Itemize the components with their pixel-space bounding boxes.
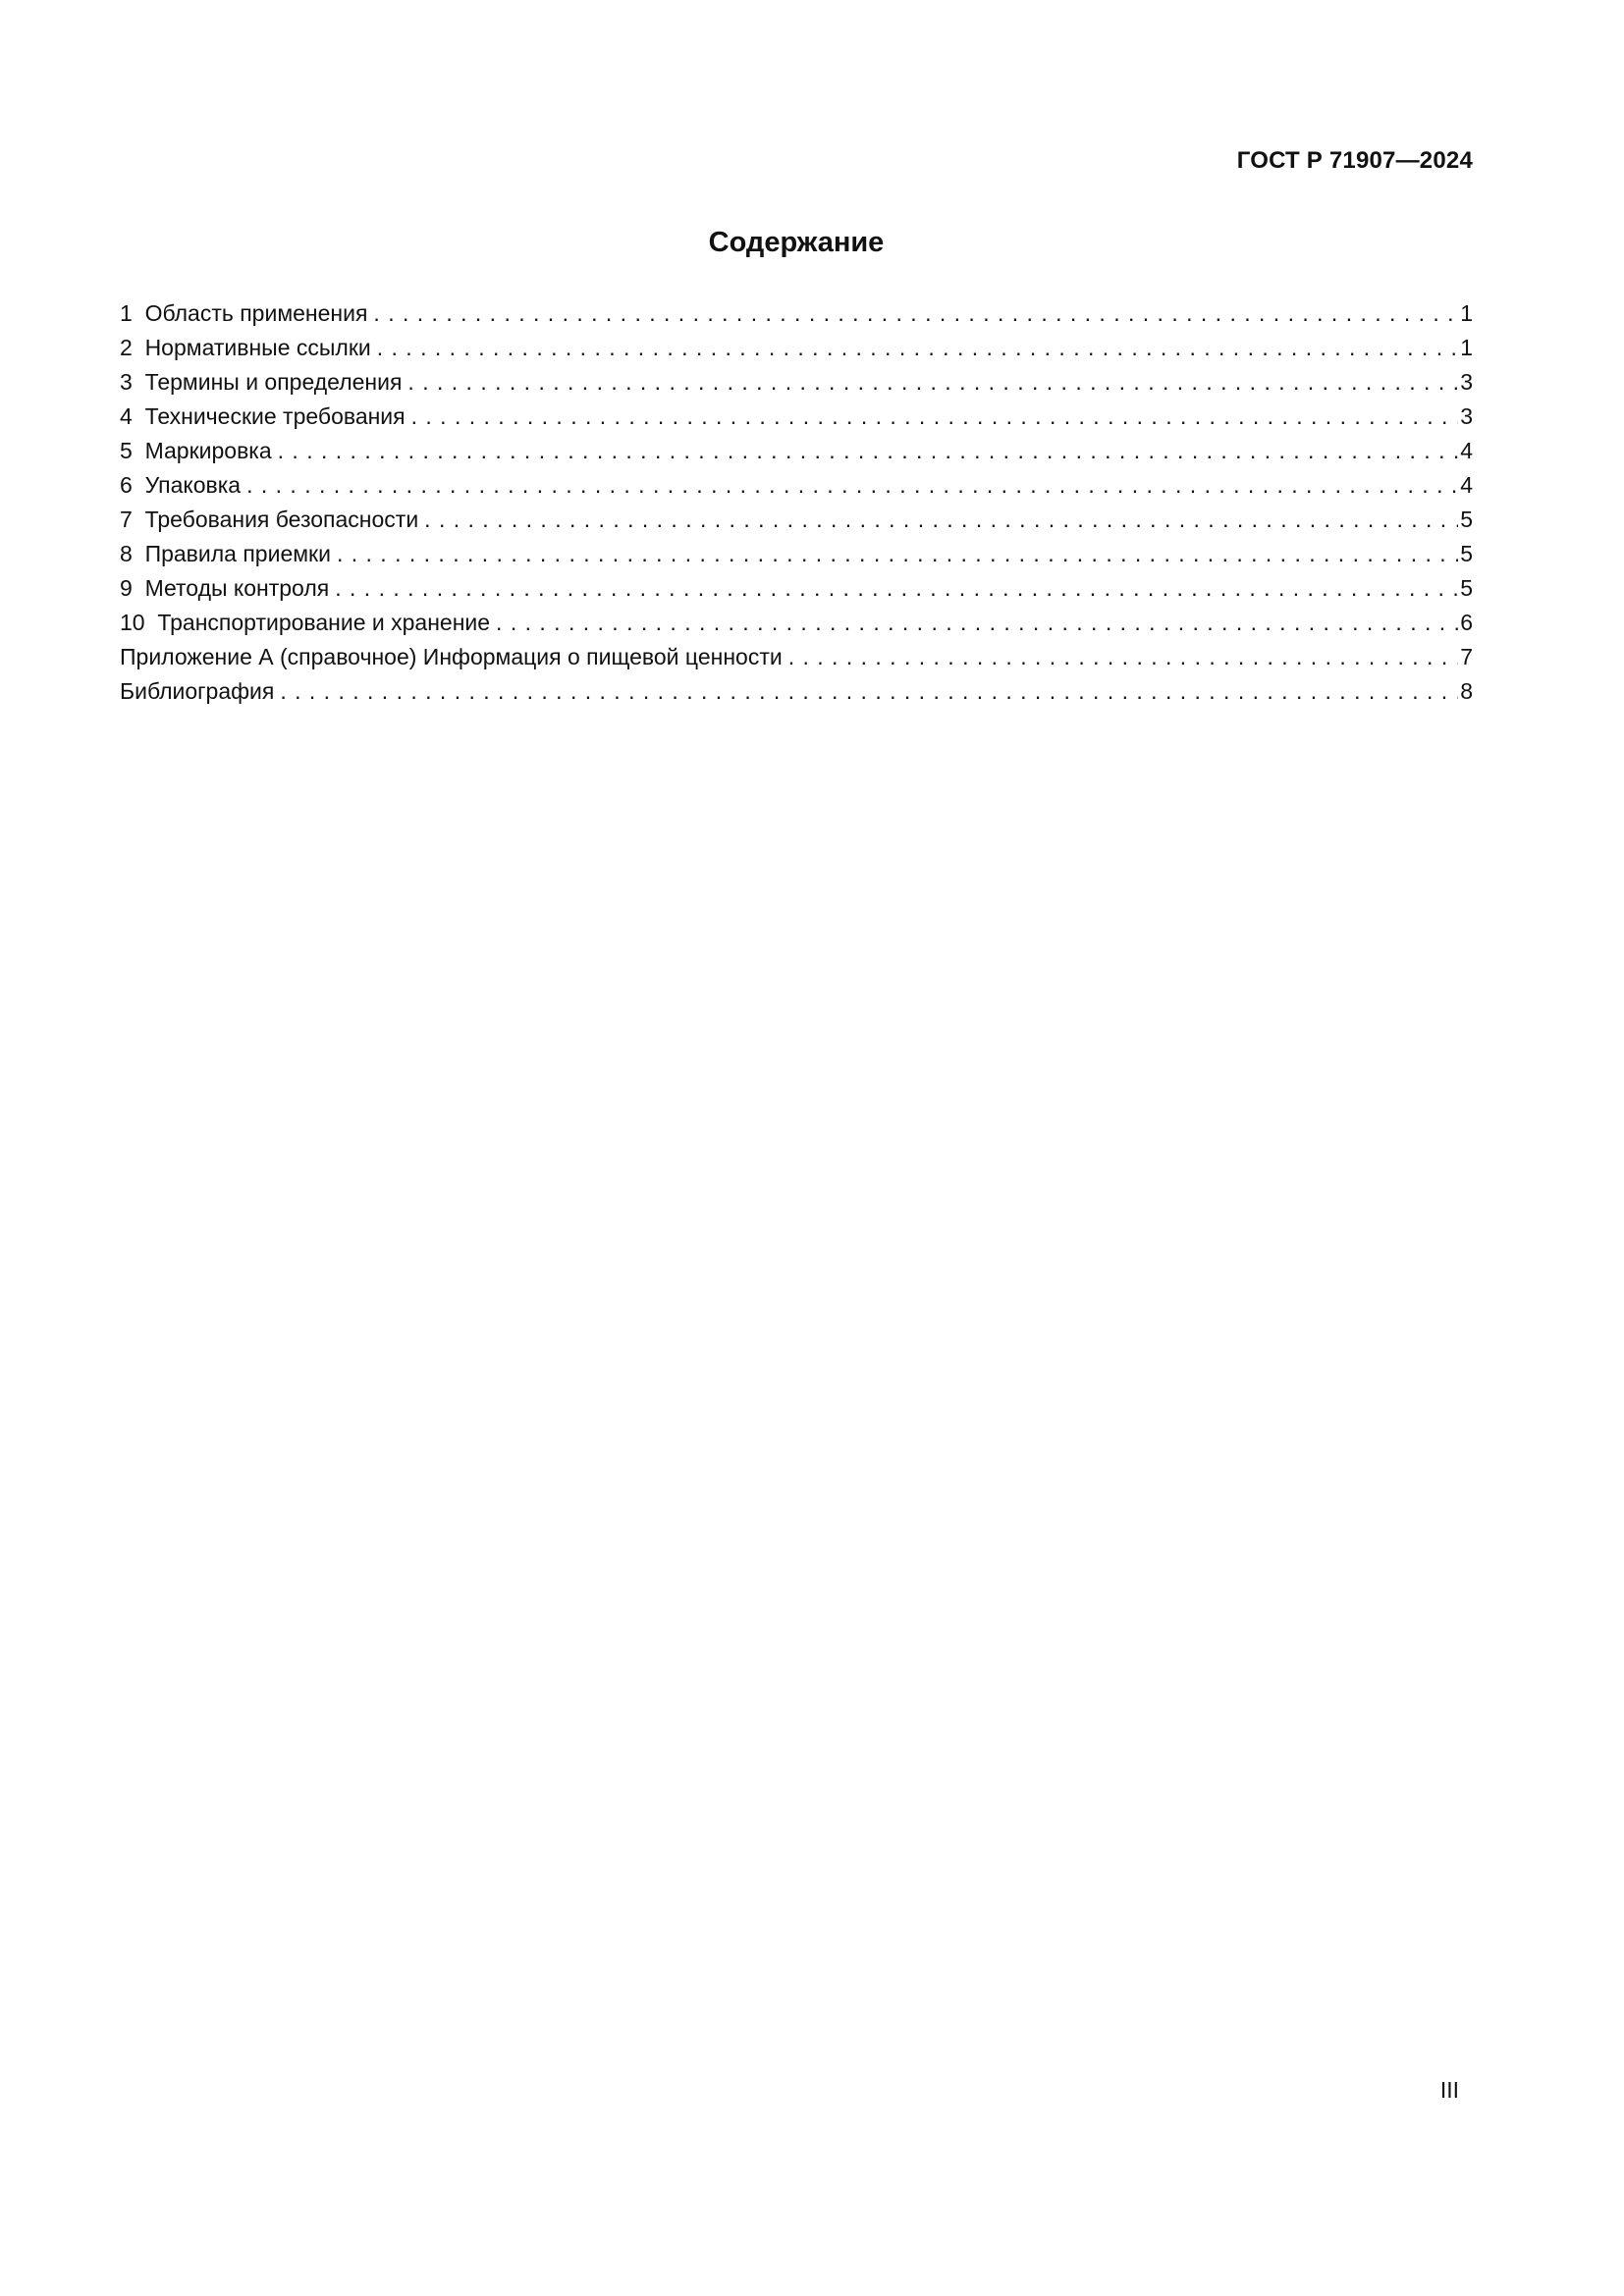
- toc-entry-page: 1: [1460, 300, 1473, 326]
- toc-entry-page: 3: [1460, 403, 1473, 429]
- toc-entry: [120, 606, 1473, 640]
- toc-entry-label: 8 Правила приемки: [120, 541, 331, 566]
- toc-entry-label: 3 Термины и определения: [120, 369, 403, 395]
- toc-entry: [120, 537, 1473, 571]
- toc-entry: [120, 296, 1473, 331]
- toc-entry-page: 5: [1460, 575, 1473, 601]
- toc-entry: [120, 571, 1473, 606]
- toc-entry-page: 5: [1460, 541, 1473, 566]
- toc-entry-page: 4: [1460, 438, 1473, 463]
- doc-code: ГОСТ Р 71907—2024: [1236, 147, 1473, 174]
- toc-entry-label: 9 Методы контроля: [120, 575, 330, 601]
- toc-entry-label: 7 Требования безопасности: [120, 507, 419, 532]
- dot-leader: [335, 571, 1458, 606]
- toc-entry: [120, 674, 1473, 709]
- toc-entry: [120, 640, 1473, 674]
- dot-leader: [788, 640, 1458, 674]
- dot-leader: [377, 331, 1458, 365]
- toc-entry: [120, 331, 1473, 365]
- toc-entry-label: 4 Технические требования: [120, 403, 406, 429]
- dot-leader: [373, 296, 1458, 331]
- toc-entry: [120, 400, 1473, 434]
- dot-leader: [278, 434, 1459, 468]
- toc-entry-page: 4: [1460, 472, 1473, 498]
- dot-leader: [246, 468, 1458, 503]
- toc-entry-page: 3: [1460, 369, 1473, 395]
- toc-entry-label: Библиография: [120, 678, 275, 704]
- toc-entry-label: 2 Нормативные ссылки: [120, 335, 371, 360]
- toc-entry-label: 6 Упаковка: [120, 472, 242, 498]
- toc-entry: [120, 503, 1473, 537]
- dot-leader: [280, 674, 1458, 709]
- toc-entry: [120, 468, 1473, 503]
- toc-entry-label: Приложение А (справочное) Информация о пищевой ценности: [120, 644, 783, 669]
- toc-entry: [120, 434, 1473, 468]
- page-title: Содержание: [708, 227, 885, 258]
- toc-entry-page: 8: [1460, 678, 1473, 704]
- page-number: III: [1439, 2077, 1459, 2103]
- toc-entry: [120, 365, 1473, 400]
- toc-entry-label: 10 Транспортирование и хранение: [120, 610, 491, 635]
- dot-leader: [411, 400, 1459, 434]
- toc-entry-page: 1: [1460, 335, 1473, 360]
- toc-entry-label: 1 Область применения: [120, 300, 368, 326]
- toc-entry-page: 7: [1460, 644, 1473, 669]
- toc-entry-page: 6: [1460, 610, 1473, 635]
- dot-leader: [337, 537, 1458, 571]
- dot-leader: [407, 365, 1458, 400]
- dot-leader: [496, 606, 1458, 640]
- dot-leader: [424, 503, 1458, 537]
- toc-entry-label: 5 Маркировка: [120, 438, 272, 463]
- table-of-contents: [120, 296, 1473, 709]
- toc-entry-page: 5: [1460, 507, 1473, 532]
